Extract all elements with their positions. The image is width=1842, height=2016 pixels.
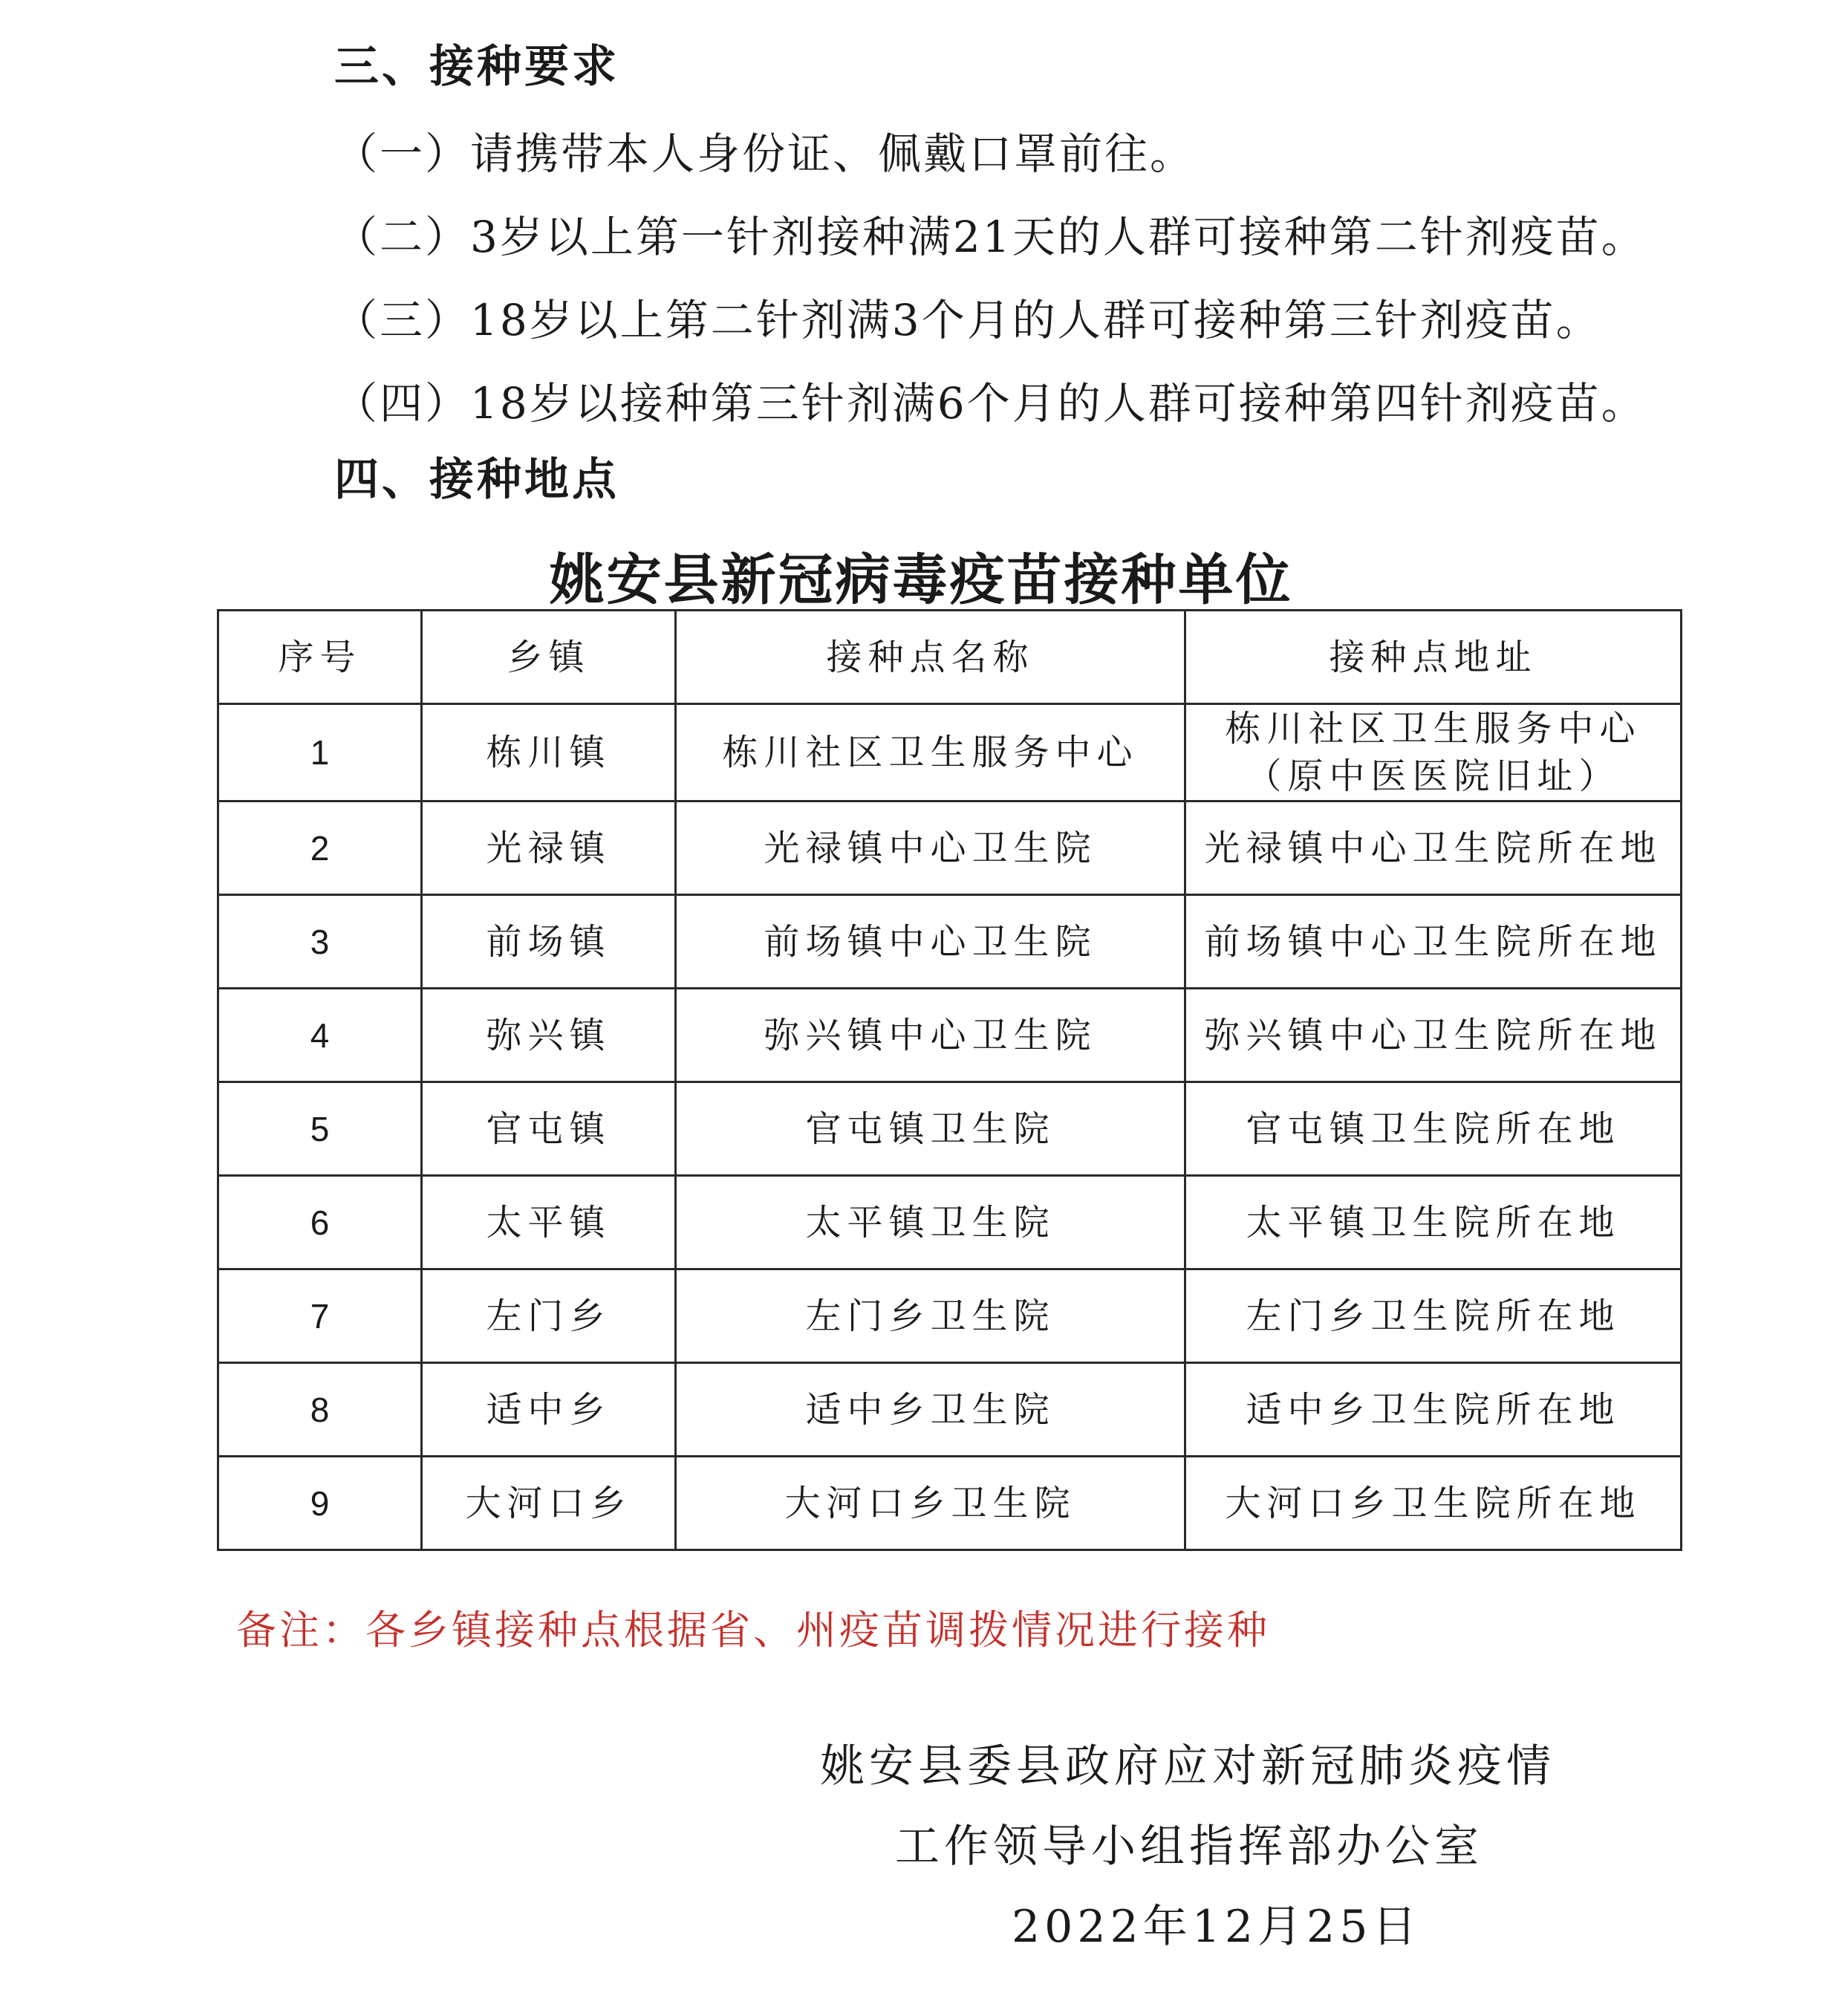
table-row (218, 1269, 1682, 1363)
cell-site-address: 弥兴镇中心卫生院所在地 (1185, 989, 1682, 1082)
cell-index: 2 (218, 801, 422, 895)
cell-site-name: 栋川社区卫生服务中心 (676, 704, 1185, 801)
cell-township: 左门乡 (422, 1269, 676, 1363)
cell-site-address: 栋川社区卫生服务中心（原中医医院旧址） (1185, 704, 1682, 801)
cell-site-address: 太平镇卫生院所在地 (1185, 1176, 1682, 1269)
cell-site-address: 适中乡卫生院所在地 (1185, 1363, 1682, 1457)
section-3-heading: 三、接种要求 (334, 41, 619, 93)
cell-index: 6 (218, 1176, 422, 1269)
cell-township: 栋川镇 (422, 704, 676, 801)
cell-site-name: 大河口乡卫生院 (676, 1457, 1185, 1550)
table-header-row (218, 611, 1682, 704)
cell-site-address: 前场镇中心卫生院所在地 (1185, 895, 1682, 989)
cell-site-address: 大河口乡卫生院所在地 (1185, 1457, 1682, 1550)
requirement-1: （一）请携带本人身份证、佩戴口罩前往。 (334, 129, 1196, 179)
header-index: 序号 (218, 611, 422, 704)
header-township: 乡镇 (422, 611, 676, 704)
cell-township: 光禄镇 (422, 801, 676, 895)
table-row (218, 895, 1682, 989)
cell-site-name: 弥兴镇中心卫生院 (676, 989, 1185, 1082)
section-4-heading: 四、接种地点 (334, 454, 619, 506)
requirement-4: （四）18岁以接种第三针剂满6个月的人群可接种第四针剂疫苗。 (334, 378, 1647, 429)
table-title: 姚安县新冠病毒疫苗接种单位 (549, 548, 1293, 612)
issuer-line-1: 姚安县委县政府应对新冠肺炎疫情 (820, 1740, 1555, 1792)
vaccination-sites-table (217, 609, 1682, 1551)
requirement-2: （二）3岁以上第一针剂接种满21天的人群可接种第二针剂疫苗。 (334, 212, 1647, 262)
cell-index: 9 (218, 1457, 422, 1550)
cell-township: 前场镇 (422, 895, 676, 989)
table-row (218, 1457, 1682, 1550)
issuer-line-2: 工作领导小组指挥部办公室 (895, 1821, 1483, 1873)
cell-index: 7 (218, 1269, 422, 1363)
cell-township: 太平镇 (422, 1176, 676, 1269)
cell-site-name: 左门乡卫生院 (676, 1269, 1185, 1363)
cell-site-name: 适中乡卫生院 (676, 1363, 1185, 1457)
cell-index: 4 (218, 989, 422, 1082)
header-site-address: 接种点地址 (1185, 611, 1682, 704)
cell-site-address: 光禄镇中心卫生院所在地 (1185, 801, 1682, 895)
table-row (218, 1363, 1682, 1457)
cell-site-name: 官屯镇卫生院 (676, 1082, 1185, 1176)
cell-site-address: 官屯镇卫生院所在地 (1185, 1082, 1682, 1176)
table-row (218, 801, 1682, 895)
table-row (218, 1082, 1682, 1176)
cell-index: 5 (218, 1082, 422, 1176)
cell-site-name: 光禄镇中心卫生院 (676, 801, 1185, 895)
cell-index: 3 (218, 895, 422, 989)
issue-date: 2022年12月25日 (1012, 1901, 1422, 1953)
cell-site-name: 太平镇卫生院 (676, 1176, 1185, 1269)
cell-township: 弥兴镇 (422, 989, 676, 1082)
cell-index: 8 (218, 1363, 422, 1457)
cell-site-address: 左门乡卫生院所在地 (1185, 1269, 1682, 1363)
cell-township: 官屯镇 (422, 1082, 676, 1176)
cell-township: 适中乡 (422, 1363, 676, 1457)
table-row (218, 704, 1682, 801)
table-row (218, 1176, 1682, 1269)
cell-site-name: 前场镇中心卫生院 (676, 895, 1185, 989)
table-row (218, 989, 1682, 1082)
requirement-3: （三）18岁以上第二针剂满3个月的人群可接种第三针剂疫苗。 (334, 295, 1601, 345)
remark-note: 备注：各乡镇接种点根据省、州疫苗调拨情况进行接种 (236, 1607, 1270, 1654)
header-site-name: 接种点名称 (676, 611, 1185, 704)
cell-index: 1 (218, 704, 422, 801)
cell-township: 大河口乡 (422, 1457, 676, 1550)
